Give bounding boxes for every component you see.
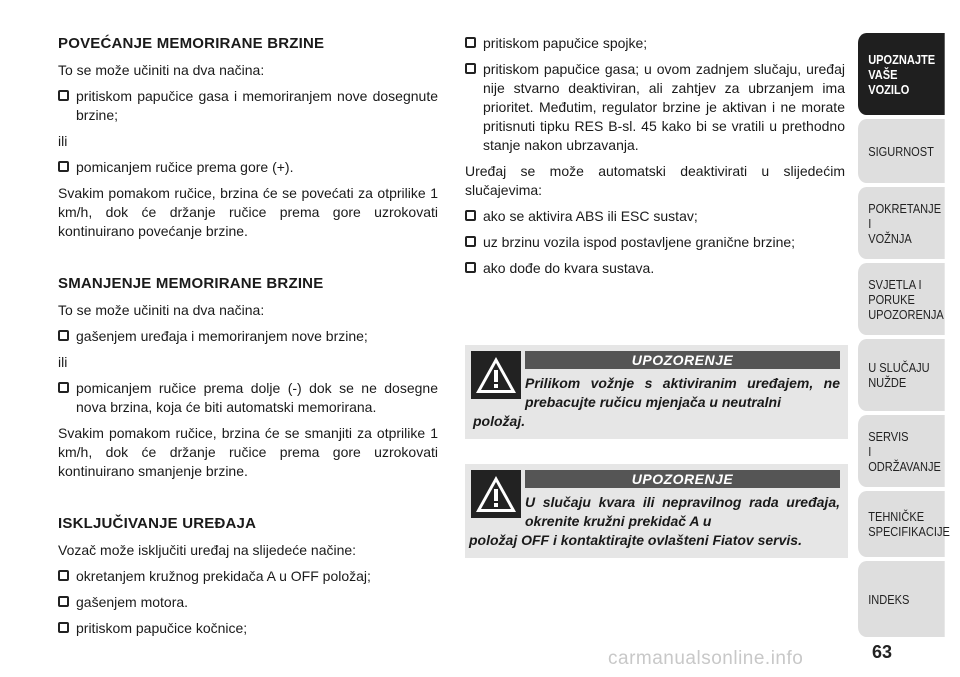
warning-triangle-icon — [471, 470, 521, 518]
warning-triangle-icon — [471, 351, 521, 399]
checkbox-bullet-icon — [58, 596, 69, 607]
tab-u-slucaju-nuzde[interactable]: U SLUČAJU NUŽDE — [858, 339, 945, 411]
paragraph: Uređaj se može automatski deaktivirati u slijedećim slučajevima: — [465, 163, 845, 198]
tab-tehnicke-specifikacije[interactable]: TEHNIČKE SPECIFIKACIJE — [858, 491, 945, 557]
paragraph-or: ili — [58, 133, 68, 149]
checkbox-bullet-icon — [58, 570, 69, 581]
warning-text-tail: položaj OFF i kontaktirajte ovlašteni Fiatov servis. — [469, 532, 802, 548]
checkbox-bullet-icon — [465, 63, 476, 74]
list-item: pritiskom papučice spojke; — [465, 34, 845, 53]
tab-upoznajte-vase-vozilo[interactable]: UPOZNAJTE VAŠE VOZILO — [858, 33, 945, 115]
list-item: ako dođe do kvara sustava. — [465, 259, 845, 278]
list-item: gašenjem uređaja i memoriranjem nove brzine; — [58, 327, 438, 346]
page-number: 63 — [872, 642, 893, 662]
list-item: pritiskom papučice gasa; u ovom zadnjem slučaju, uređaj nije stvarno deaktiviran, ali zahtjev za ubrzanjem ima prioritet. Međutim, regulator brzine je aktivan i ne morate pritisnuti tipku RES B-sl. 45 kako bi se vratili u prethodno stanje nakon ubrzavanja. — [465, 60, 845, 155]
section-heading-decrease: SMANJENJE MEMORIRANE BRZINE — [58, 275, 324, 292]
list-item: pomicanjem ručice prema dolje (-) dok se ne dosegne nova brzina, koja će biti automatski memorirana. — [58, 379, 438, 417]
tab-servis-i-odrzavanje[interactable]: SERVIS I ODRŽAVANJE — [858, 415, 945, 487]
checkbox-bullet-icon — [58, 330, 69, 341]
right-column — [465, 34, 845, 285]
checkbox-bullet-icon — [465, 210, 476, 221]
checkbox-bullet-icon — [465, 37, 476, 48]
tab-sigurnost[interactable]: SIGURNOST — [858, 119, 945, 183]
paragraph: To se može učiniti na dva načina: — [58, 62, 265, 78]
list-item: gašenjem motora. — [58, 593, 438, 612]
paragraph: Svakim pomakom ručice, brzina će se smanjiti za otprilike 1 km/h, dok će držanje ručice prema gore uzrokovati kontinuirano smanjenje brzine. — [58, 425, 438, 479]
warning-box-1 — [465, 345, 848, 439]
section-heading-increase: POVEĆANJE MEMORIRANE BRZINE — [58, 35, 325, 52]
tab-svjetla-i-poruke[interactable]: SVJETLA I PORUKE UPOZORENJA — [858, 263, 945, 335]
checkbox-bullet-icon — [58, 622, 69, 633]
list-item: pomicanjem ručice prema gore (+). — [58, 158, 438, 177]
watermark: carmanualsonline.info — [608, 648, 804, 669]
paragraph: Svakim pomakom ručice, brzina će se povećati za otprilike 1 km/h, dok će držanje ručice prema gore uzrokovati kontinuirano povećanje brzine. — [58, 185, 438, 239]
warning-text: Prilikom vožnje s aktiviranim uređajem, ne prebacujte ručicu mjenjača u neutralni — [525, 375, 840, 410]
chapter-tabs — [858, 0, 960, 677]
paragraph: To se može učiniti na dva načina: — [58, 302, 265, 318]
paragraph-or: ili — [58, 354, 68, 370]
warning-text: U slučaju kvara ili nepravilnog rada uređaja, okrenite kružni prekidač A u — [525, 494, 840, 529]
tab-pokretanje-i-voznja[interactable]: POKRETANJE I VOŽNJA — [858, 187, 945, 259]
checkbox-bullet-icon — [58, 382, 69, 393]
checkbox-bullet-icon — [465, 262, 476, 273]
tab-indeks[interactable]: INDEKS — [858, 561, 945, 637]
warning-title: UPOZORENJE — [525, 351, 840, 369]
warning-text-tail: položaj. — [473, 413, 526, 429]
checkbox-bullet-icon — [58, 90, 69, 101]
paragraph: Vozač može isključiti uređaj na slijedeće načine: — [58, 542, 357, 558]
warning-title: UPOZORENJE — [525, 470, 840, 488]
list-item: uz brzinu vozila ispod postavljene granične brzine; — [465, 233, 845, 252]
section-heading-disable: ISKLJUČIVANJE UREĐAJA — [58, 515, 257, 532]
left-column — [58, 34, 438, 645]
list-item: pritiskom papučice kočnice; — [58, 619, 438, 638]
list-item: pritiskom papučice gasa i memoriranjem nove dosegnute brzine; — [58, 87, 438, 125]
checkbox-bullet-icon — [58, 161, 69, 172]
warning-box-2 — [465, 464, 848, 558]
checkbox-bullet-icon — [465, 236, 476, 247]
list-item: ako se aktivira ABS ili ESC sustav; — [465, 207, 845, 226]
list-item: okretanjem kružnog prekidača A u OFF položaj; — [58, 567, 438, 586]
